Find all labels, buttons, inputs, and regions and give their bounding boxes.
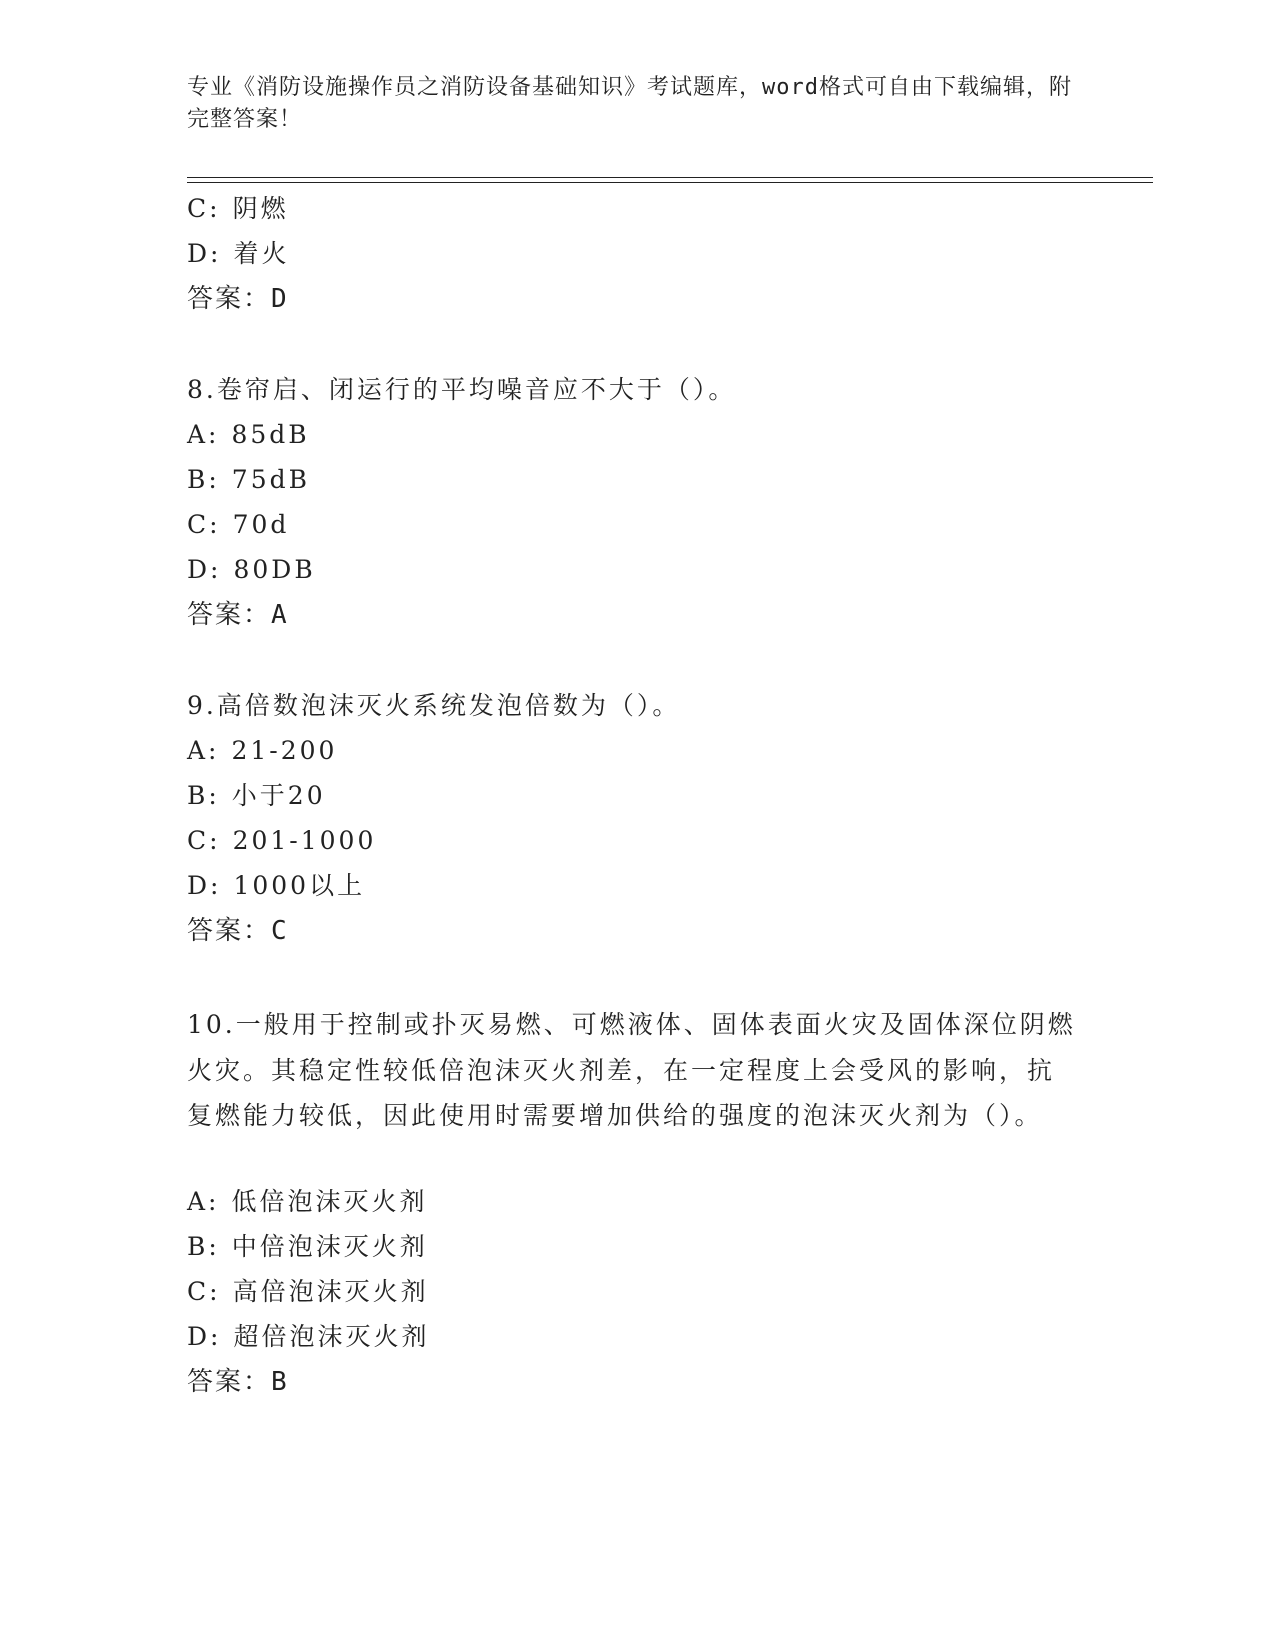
q9-option-b xyxy=(187,780,326,812)
q9-option-a xyxy=(187,735,337,767)
option-key: C: xyxy=(187,1277,221,1306)
q10-answer: 答案：B xyxy=(187,1367,289,1397)
option-text: 70d xyxy=(232,510,290,539)
q8-option-d xyxy=(187,554,316,586)
option-key: D: xyxy=(187,555,222,584)
header-divider-bottom xyxy=(187,182,1153,183)
option-key: C: xyxy=(187,826,221,855)
q7-option-c xyxy=(187,193,289,225)
q8-option-c xyxy=(187,509,289,541)
option-text: 着火 xyxy=(233,239,290,268)
option-text: 21-200 xyxy=(231,736,338,765)
option-text: 小于20 xyxy=(231,781,326,810)
q10-option-d xyxy=(187,1321,429,1353)
option-text: 中倍泡沫灭火剂 xyxy=(231,1232,428,1261)
q9-option-c xyxy=(187,825,376,857)
option-key: D: xyxy=(187,1322,222,1351)
option-key: C: xyxy=(187,510,221,539)
option-text: 85dB xyxy=(231,420,310,449)
option-key: A: xyxy=(187,420,220,449)
option-text: 80DB xyxy=(233,555,316,584)
option-text: 低倍泡沫灭火剂 xyxy=(231,1187,428,1216)
option-key: D: xyxy=(187,871,222,900)
option-text: 75dB xyxy=(231,465,310,494)
option-key: A: xyxy=(187,1187,220,1216)
q8-question: 8.卷帘启、闭运行的平均噪音应不大于（）。 xyxy=(187,375,737,404)
option-text: 1000以上 xyxy=(233,871,366,900)
option-key: A: xyxy=(187,736,220,765)
header-divider-top xyxy=(187,177,1153,178)
option-text: 高倍泡沫灭火剂 xyxy=(232,1277,429,1306)
option-key: B: xyxy=(187,465,220,494)
q10-question: 10.一般用于控制或扑灭易燃、可燃液体、固体表面火灾及固体深位阴燃火灾。其稳定性较低倍泡沫灭火剂差，在一定程度上会受风的影响，抗复燃能力较低，因此使用时需要增加供给的强度的泡沫灭火剂为（）。 xyxy=(187,1010,1076,1130)
q10-option-b xyxy=(187,1231,428,1263)
option-text: 超倍泡沫灭火剂 xyxy=(233,1322,430,1351)
q9-answer: 答案：C xyxy=(187,916,289,946)
q8-answer: 答案：A xyxy=(187,600,289,630)
q8-option-b xyxy=(187,464,310,496)
q7-option-d xyxy=(187,238,289,270)
q10-option-a xyxy=(187,1186,428,1218)
q8-option-a xyxy=(187,419,310,451)
q7-answer: 答案：D xyxy=(187,284,289,314)
option-text: 阴燃 xyxy=(232,194,289,223)
document-header: 专业《消防设施操作员之消防设备基础知识》考试题库，word格式可自由下载编辑，附完整答案！ xyxy=(187,75,1072,132)
option-key: B: xyxy=(187,1232,220,1261)
q10-option-c xyxy=(187,1276,429,1308)
q9-option-d xyxy=(187,870,365,902)
option-key: C: xyxy=(187,194,221,223)
option-key: D: xyxy=(187,239,222,268)
q9-question: 9.高倍数泡沫灭火系统发泡倍数为（）。 xyxy=(187,691,681,720)
option-text: 201-1000 xyxy=(232,826,377,855)
option-key: B: xyxy=(187,781,220,810)
